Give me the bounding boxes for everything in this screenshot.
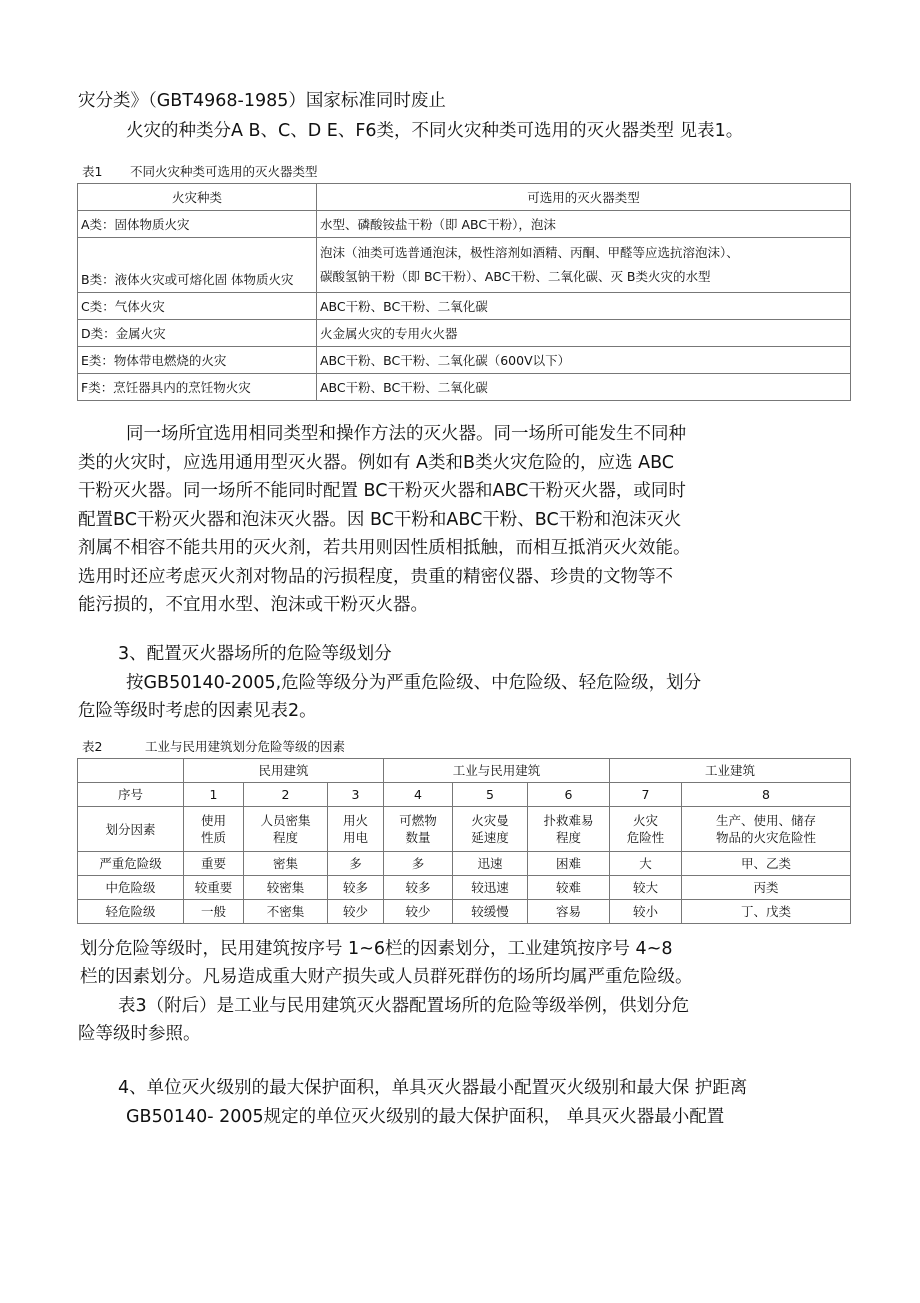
section3-line: 危险等级时考虑的因素见表2。: [78, 701, 317, 721]
seq-cell: 6: [528, 783, 610, 807]
table-row: [78, 211, 851, 238]
seq-cell: 1: [184, 783, 244, 807]
seq-cell: 8: [682, 783, 851, 807]
hazard-level-table: [77, 758, 851, 924]
factor-line: 延速度: [471, 830, 509, 845]
section4-line: GB50140- 2005规定的单位灭火级别的最大保护面积， 单具灭火器最小配置: [126, 1107, 725, 1127]
extinguisher-line: 泡沫（油类可选普通泡沫，极性溶剂如酒精、丙酮、甲醛等应选抗溶泡沫）、: [320, 245, 739, 260]
group-header: 民用建筑: [184, 759, 384, 783]
section3-heading: 3、配置灭火器场所的危险等级划分: [118, 644, 392, 664]
table-cell: 丙类: [682, 876, 851, 900]
para2-line: 表3（附后）是工业与民用建筑灭火器配置场所的危险等级举例，供划分危: [118, 996, 690, 1016]
extinguisher-cell: ABC干粉、BC干粉、二氧化碳: [317, 293, 851, 320]
table-row: [78, 320, 851, 347]
row-label: 序号: [78, 783, 184, 807]
table-header: 可选用的灭火器类型: [317, 184, 851, 211]
table-cell: 较密集: [244, 876, 328, 900]
factor-line: 用电: [342, 830, 368, 845]
corner-cell: [78, 759, 184, 783]
fire-type-cell: A类：固体物质火灾: [78, 211, 317, 238]
seq-cell: 5: [453, 783, 528, 807]
table-cell: 较小: [610, 900, 682, 924]
factor-cell: [453, 807, 528, 852]
factor-cell: [610, 807, 682, 852]
fire-type-cell: C类：气体火灾: [78, 293, 317, 320]
factor-line: 危险性: [626, 830, 665, 845]
table-cell: 多: [384, 852, 453, 876]
table-cell: 较少: [328, 900, 384, 924]
table-row: [78, 876, 851, 900]
table-cell: 较大: [610, 876, 682, 900]
table-row: [78, 374, 851, 401]
factor-cell: [244, 807, 328, 852]
factor-line: 火灾: [632, 813, 658, 828]
extinguisher-line: 碳酸氢钠干粉（即 BC干粉）、ABC干粉、二氧化碳、灭 B类火灾的水型: [320, 269, 711, 284]
factor-cell: [682, 807, 851, 852]
factor-line: 火灾曼: [471, 813, 509, 828]
table2-caption-number: 表2: [82, 739, 103, 754]
fire-type-cell: B类：液体火灾或可熔化固 体物质火灾: [78, 238, 317, 293]
table-row: [78, 238, 851, 293]
para2-line: 栏的因素划分。凡易造成重大财产损失或人员群死群伤的场所均属严重危险级。: [80, 967, 693, 987]
factor-cell: [184, 807, 244, 852]
para1-line: 选用时还应考虑灭火剂对物品的污损程度，贵重的精密仪器、珍贵的文物等不: [78, 567, 673, 587]
para1-line: 剂属不相容不能共用的灭火剂，若共用则因性质相抵触，而相互抵消灭火效能。: [78, 538, 691, 558]
section3-line: 按GB50140-2005,危险等级分为严重危险级、中危险级、轻危险级，划分: [126, 673, 702, 693]
table-cell: 迅速: [453, 852, 528, 876]
factor-line: 人员密集: [260, 813, 311, 828]
table-cell: 一般: [184, 900, 244, 924]
fire-type-cell: D类：金属火灾: [78, 320, 317, 347]
para1-line: 类的火灾时，应选用通用型灭火器。例如有 A类和B类火灾危险的，应选 ABC: [78, 453, 674, 473]
para1-line: 能污损的，不宜用水型、泡沫或干粉灭火器。: [78, 595, 428, 615]
table1-caption: 不同火灾种类可选用的灭火器类型: [130, 164, 318, 179]
table-header: 火灾种类: [78, 184, 317, 211]
table-row: [78, 293, 851, 320]
factor-line: 物品的火灾危险性: [715, 830, 816, 845]
section4-heading: 4、单位灭火级别的最大保护面积，单具灭火器最小配置灭火级别和最大保 护距离: [118, 1078, 748, 1098]
group-header: 工业与民用建筑: [384, 759, 610, 783]
table-cell: 密集: [244, 852, 328, 876]
table-cell: 容易: [528, 900, 610, 924]
factor-line: 使用: [200, 813, 226, 828]
seq-cell: 2: [244, 783, 328, 807]
row-label: 轻危险级: [78, 900, 184, 924]
table1-caption-number: 表1: [82, 164, 103, 179]
factor-line: 性质: [200, 830, 226, 845]
factor-line: 程度: [555, 830, 581, 845]
intro-line-1: 灾分类》（GBT4968-1985）国家标准同时废止: [78, 91, 446, 111]
para2-line: 险等级时参照。: [78, 1024, 201, 1044]
table-cell: 较多: [328, 876, 384, 900]
table-cell: 较难: [528, 876, 610, 900]
para1-line: 干粉灭火器。同一场所不能同时配置 BC干粉灭火器和ABC干粉灭火器，或同时: [78, 481, 686, 501]
table-row: [78, 900, 851, 924]
table-cell: 困难: [528, 852, 610, 876]
para2-line: 划分危险等级时，民用建筑按序号 1~6栏的因素划分，工业建筑按序号 4~8: [80, 939, 673, 959]
table-cell: 较少: [384, 900, 453, 924]
extinguisher-cell: [317, 238, 851, 293]
para1-line: 配置BC干粉灭火器和泡沫灭火器。因 BC干粉和ABC干粉、BC干粉和泡沫灭火: [78, 510, 682, 530]
intro-line-2: 火灾的种类分A B、C、D E、F6类，不同火灾种类可选用的灭火器类型 见表1。: [126, 121, 744, 141]
seq-cell: 7: [610, 783, 682, 807]
factor-line: 用火: [342, 813, 368, 828]
table-cell: 多: [328, 852, 384, 876]
table-cell: 较缓慢: [453, 900, 528, 924]
table-row: [78, 347, 851, 374]
extinguisher-cell: 火金属火灾的专用火火器: [317, 320, 851, 347]
fire-type-cell: F类：烹饪器具内的烹饪物火灾: [78, 374, 317, 401]
factor-line: 可燃物: [399, 813, 437, 828]
fire-type-cell: E类：物体带电燃烧的火灾: [78, 347, 317, 374]
factor-line: 程度: [272, 830, 298, 845]
table-cell: 重要: [184, 852, 244, 876]
factor-line: 数量: [405, 830, 431, 845]
table-cell: 大: [610, 852, 682, 876]
table-cell: 较重要: [184, 876, 244, 900]
factor-line: 生产、使用、储存: [715, 813, 816, 828]
extinguisher-cell: ABC干粉、BC干粉、二氧化碳（600V以下）: [317, 347, 851, 374]
factor-line: 扑救难易: [543, 813, 594, 828]
factor-cell: [384, 807, 453, 852]
extinguisher-cell: ABC干粉、BC干粉、二氧化碳: [317, 374, 851, 401]
table-row: [78, 852, 851, 876]
fire-type-table: [77, 183, 851, 401]
factor-cell: [528, 807, 610, 852]
seq-cell: 4: [384, 783, 453, 807]
table-cell: 丁、戊类: [682, 900, 851, 924]
table2-caption: 工业与民用建筑划分危险等级的因素: [145, 739, 346, 754]
table-cell: 不密集: [244, 900, 328, 924]
extinguisher-cell: 水型、磷酸铵盐干粉（即 ABC干粉），泡沫: [317, 211, 851, 238]
row-label: 划分因素: [78, 807, 184, 852]
table-cell: 较多: [384, 876, 453, 900]
row-label: 严重危险级: [78, 852, 184, 876]
para1-line: 同一场所宜选用相同类型和操作方法的灭火器。同一场所可能发生不同种: [126, 424, 686, 444]
table-cell: 较迅速: [453, 876, 528, 900]
group-header: 工业建筑: [610, 759, 851, 783]
factor-cell: [328, 807, 384, 852]
table-cell: 甲、乙类: [682, 852, 851, 876]
seq-cell: 3: [328, 783, 384, 807]
row-label: 中危险级: [78, 876, 184, 900]
